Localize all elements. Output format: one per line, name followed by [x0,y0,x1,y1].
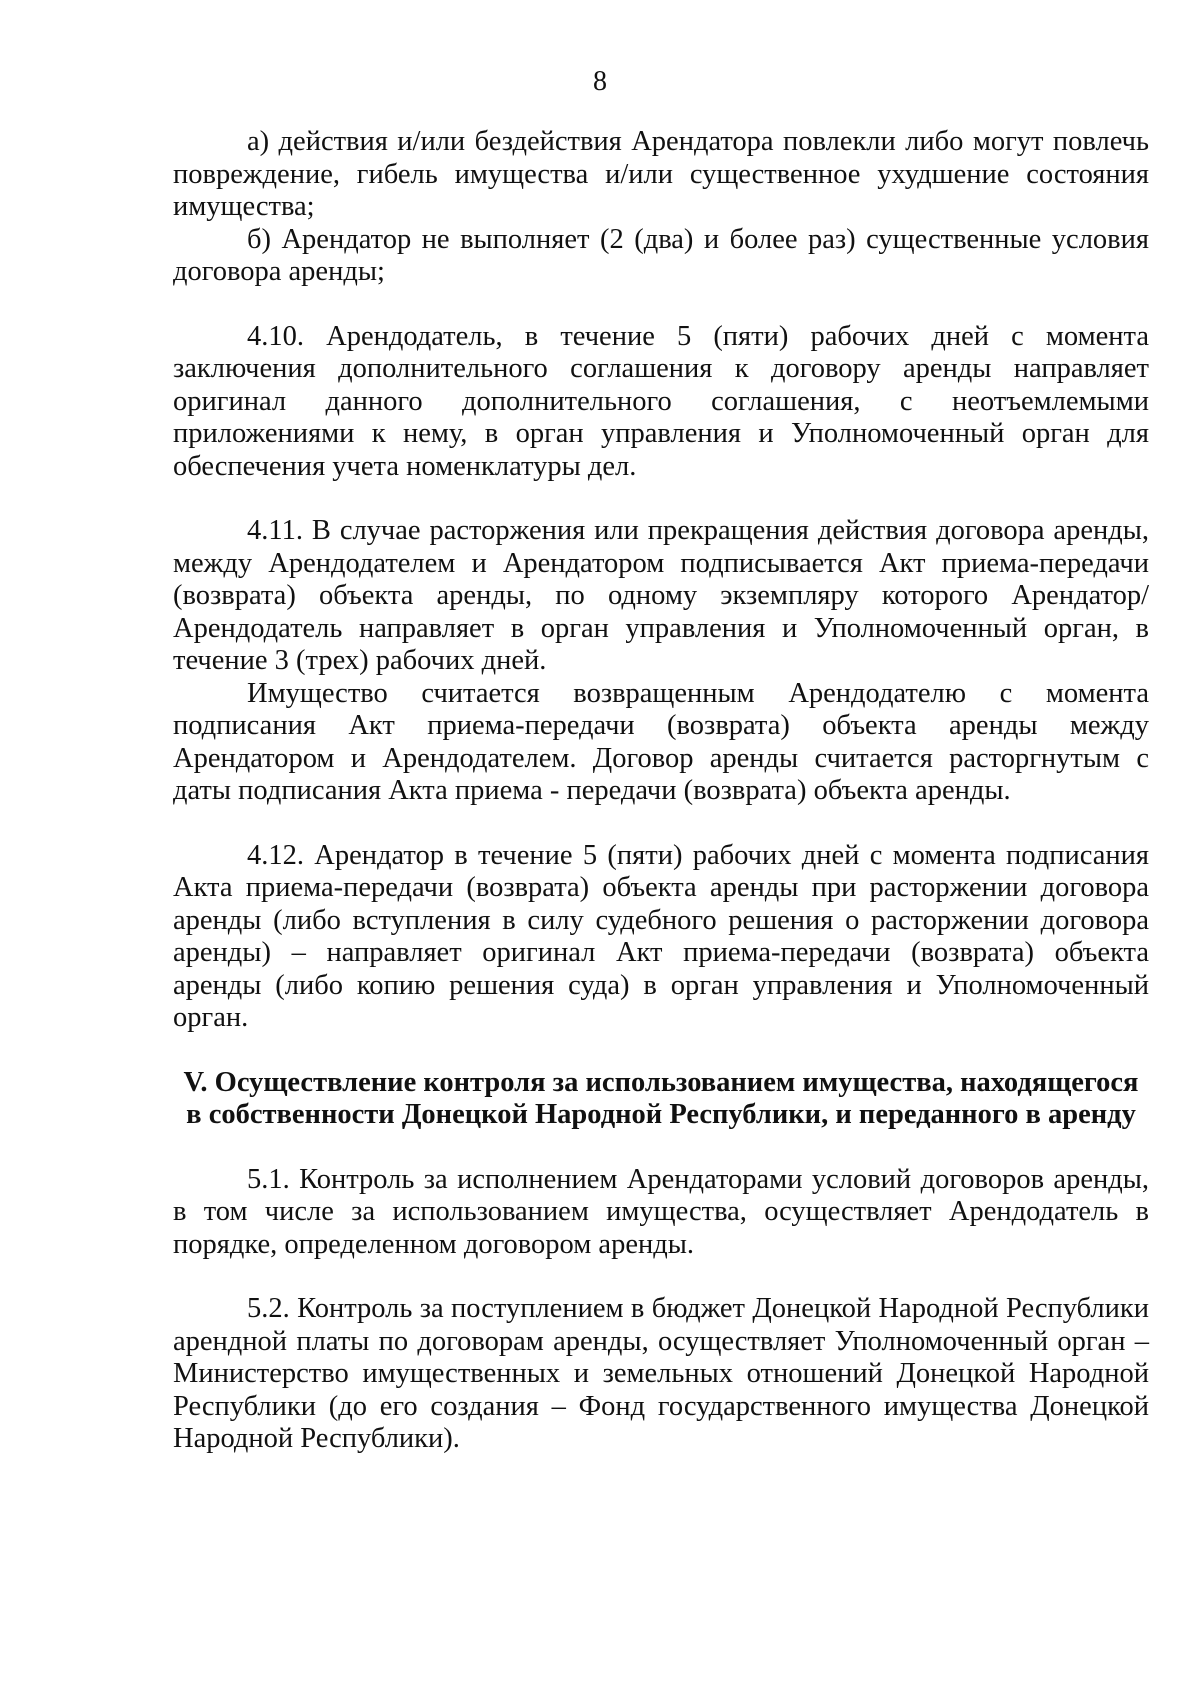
paragraph-spacer [173,1261,1149,1293]
paragraph-clause-b: б) Арендатор не выполняет (2 (два) и более раз) существенные условия договора аренды; [173,223,1149,287]
paragraph-spacer [173,289,1149,321]
paragraph-spacer [173,483,1149,515]
section-v-heading [173,1067,1149,1132]
paragraph-spacer [173,808,1149,840]
page-number: 8 [593,66,607,97]
paragraph-4-12: 4.12. Арендатор в течение 5 (пяти) рабочих дней с момента подписания Акта приема-передачи (возврата) объекта аренды при расторжении договора аренды (либо вступления в силу судебного решения о расторжении договора аренды) – направляет оригинал Акт приема-передачи (возврата) объекта аренды (либо копию решения суда) в орган управления и Уполномоченный орган. [173,839,1149,1033]
paragraph-5-1: 5.1. Контроль за исполнением Арендаторами условий договоров аренды, в том числе за использованием имущества, осуществляет Арендодатель в порядке, определенном договором аренды. [173,1163,1149,1260]
paragraph-clause-a: а) действия и/или бездействия Арендатора повлекли либо могут повлечь повреждение, гибель имущества и/или существенное ухудшение состояния имущества; [173,126,1149,222]
section-spacer [173,1132,1149,1164]
section-heading-line-1: V. Осуществление контроля за использованием имущества, находящегося [183,1066,1139,1098]
paragraph-4-10: 4.10. Арендодатель, в течение 5 (пяти) рабочих дней с момента заключения дополнительного соглашения к договору аренды направляет оригинал данного дополнительного соглашения, с неотъемлемыми приложениями к нему, в орган управления и Уполномоченный орган для обеспечения учета номенклатуры дел. [173,320,1149,482]
section-heading-line-2: в собственности Донецкой Народной Республики, и переданного в аренду [186,1099,1136,1130]
paragraph-5-2: 5.2. Контроль за поступлением в бюджет Донецкой Народной Республики арендной платы по договорам аренды, осуществляет Уполномоченный орган – Министерство имущественных и земельных отношений Донецкой Народной Республики (до его создания – Фонд государственного имущества Донецкой Народной Республики). [173,1293,1149,1454]
document-body [173,126,1149,1456]
section-spacer [173,1035,1149,1067]
paragraph-4-11-continued: Имущество считается возвращенным Арендодателю с момента подписания Акт приема-передачи (возврата) объекта аренды между Арендатором и Арендодателем. Договор аренды считается расторгнутым с даты подписания Акта приема - передачи (возврата) объекта аренды. [173,677,1149,806]
paragraph-4-11: 4.11. В случае расторжения или прекращения действия договора аренды, между Арендодателем и Арендатором подписывается Акт приема-передачи (возврата) объекта аренды, по одному экземпляру которого Арендатор/Арендодатель направляет в орган управления и Уполномоченный орган, в течение 3 (трех) рабочих дней. [173,515,1149,676]
